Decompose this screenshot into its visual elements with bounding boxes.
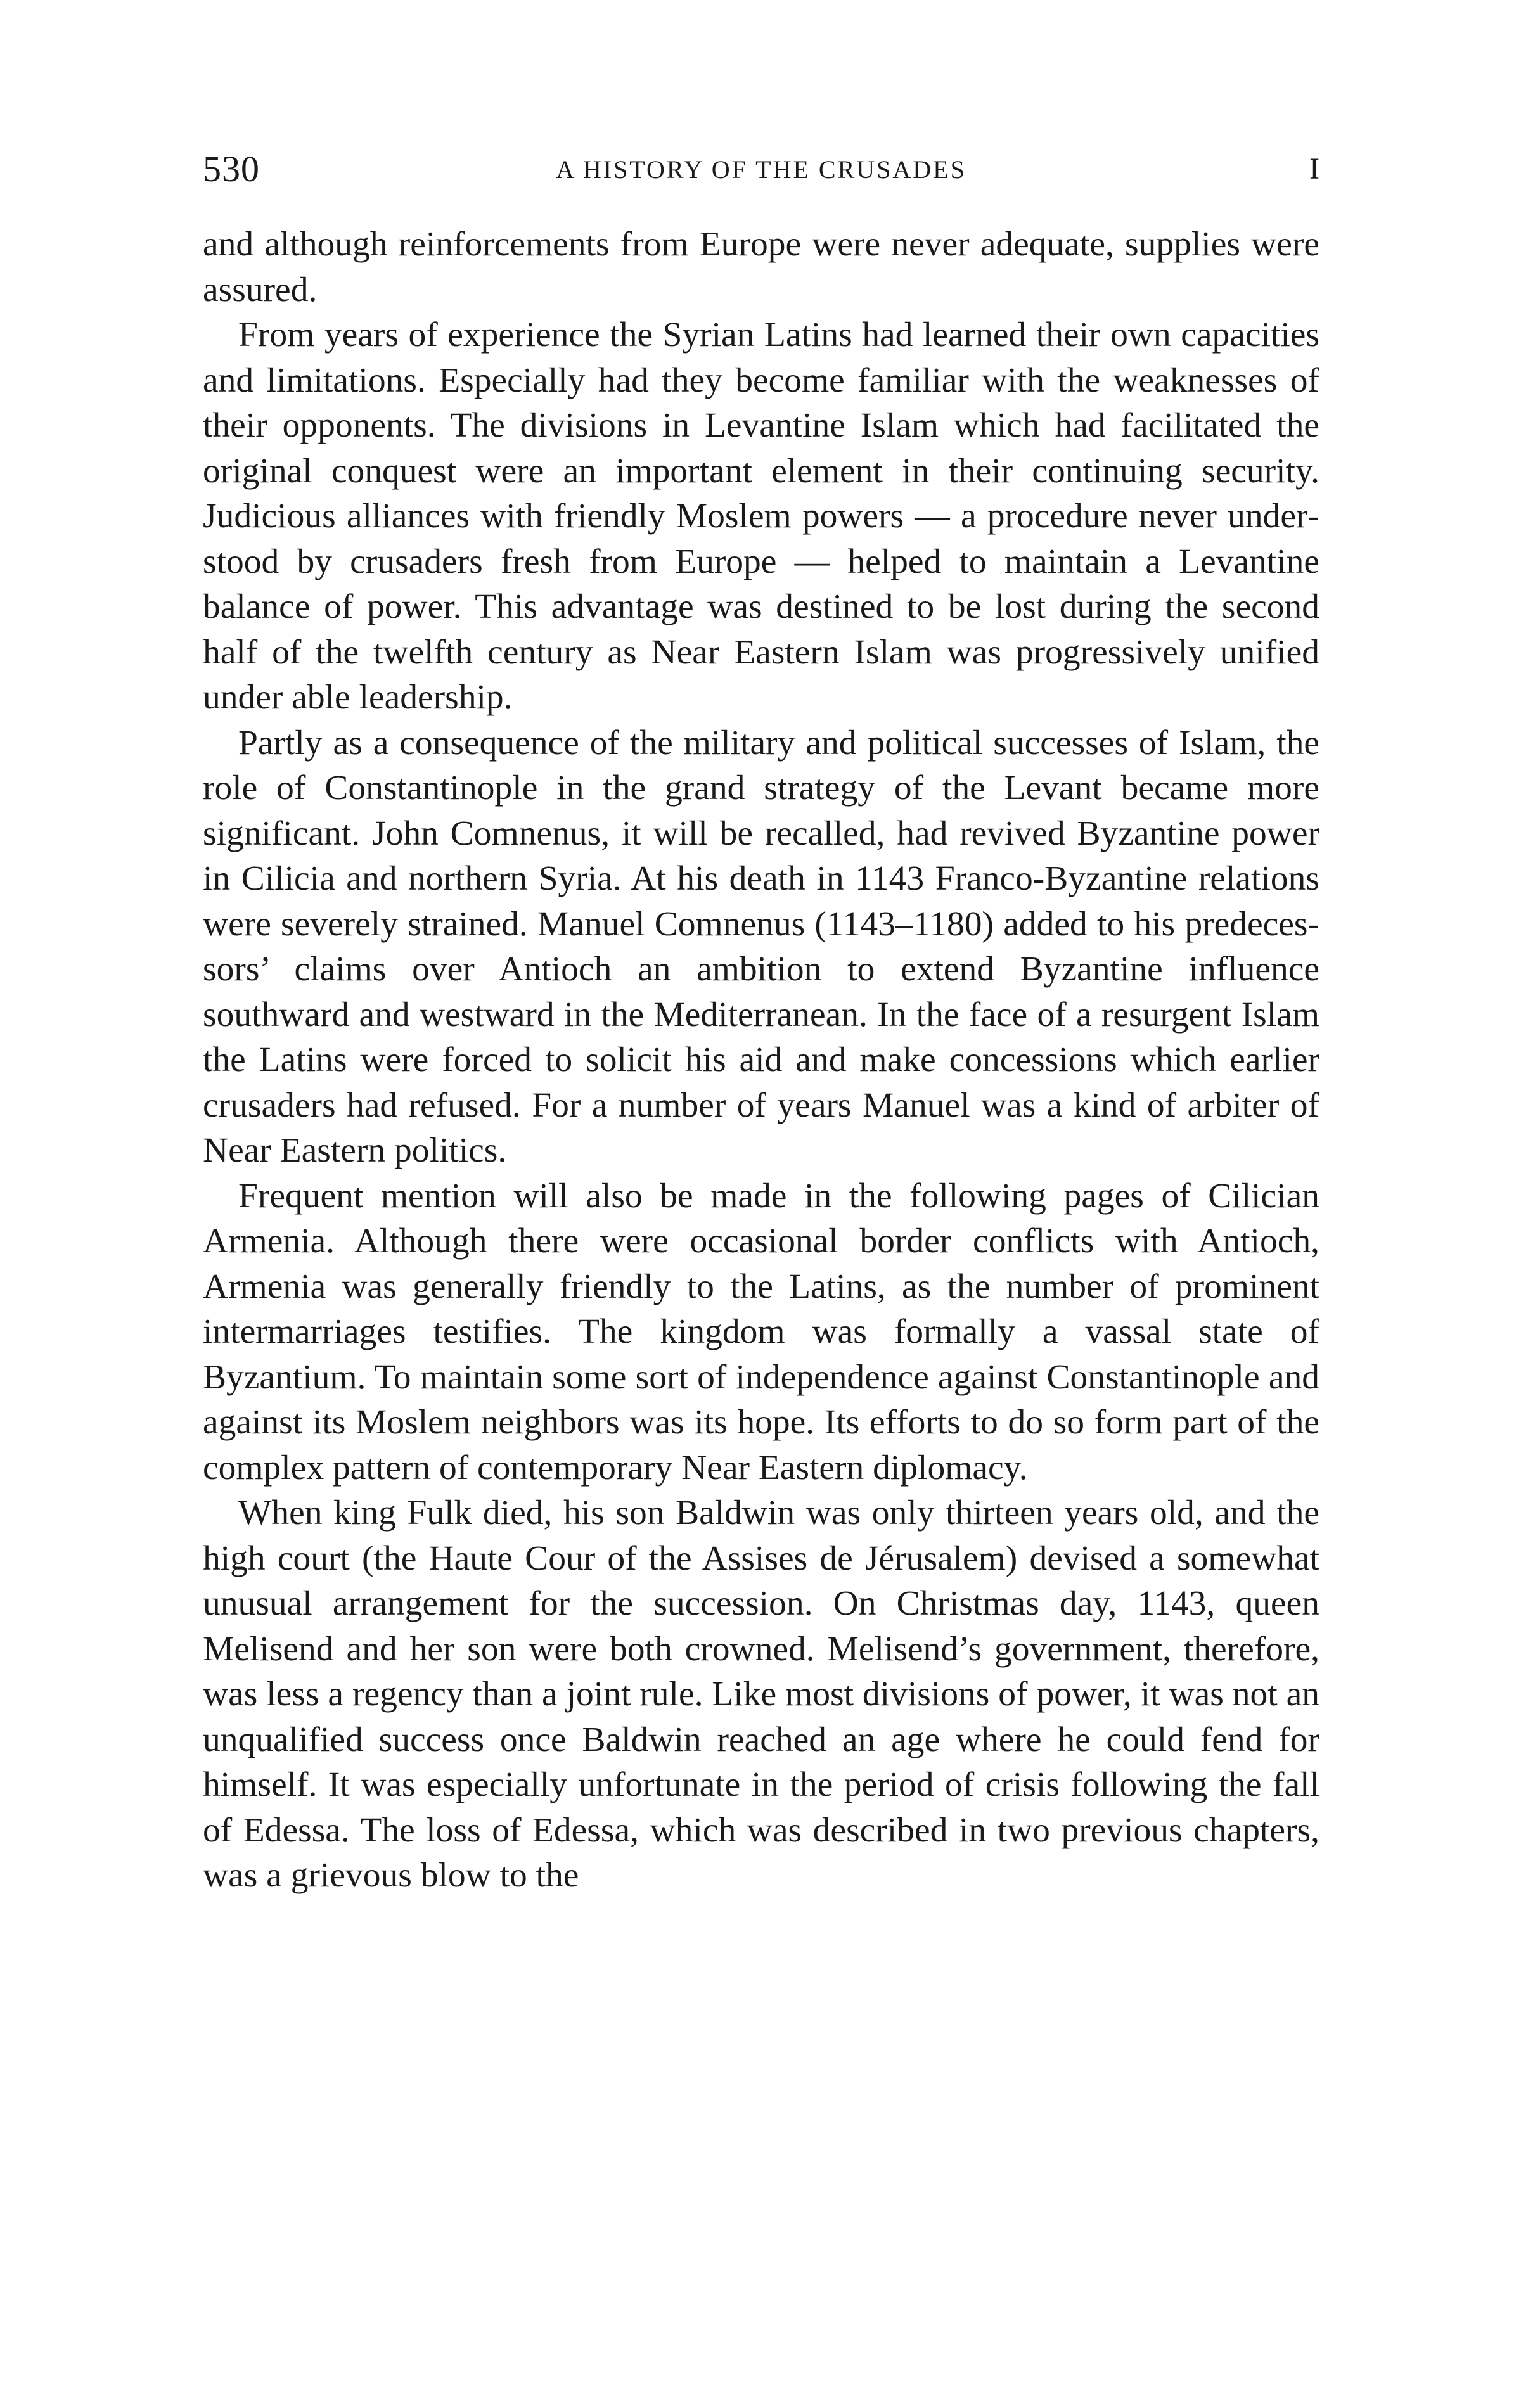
chapter-mark: I <box>1309 152 1319 186</box>
paragraph-cilician-armenia: Frequent mention will also be made in the following pages of Cilician Armenia. Although there were occasional border conflicts with Antioch, Armenia was generally friendly to the Latins, as the number of prominent intermarriages testifies. The kingdom was formally a vassal state of Byzantium. To maintain some sort of independence against Constantinople and against its Moslem neighbors was its hope. Its efforts to do so form part of the complex pattern of contemporary Near Eastern diplomacy. <box>203 1176 1319 1487</box>
body-text <box>203 222 1319 1899</box>
paragraph-king-fulk: When king Fulk died, his son Baldwin was only thirteen years old, and the high court (the Haute Cour of the Assises de Jérusalem) devised a somewhat unusual arrangement for the succession. On Christmas day, 1143, queen Melisend and her son were both crowned. Melisend’s government, therefore, was less a regency than a joint rule. Like most divisions of power, it was not an unqualified success once Baldwin reached an age where he could fend for himself. It was especially unfortunate in the period of crisis following the fall of Edessa. The loss of Edessa, which was described in two previous chapters, was a grievous blow to the <box>203 1494 1319 1895</box>
paragraph-syrian-latins: From years of experience the Syrian Latins had learned their own capacities and limitations. Especially had they become familiar with the weaknesses of their opponents. The divisions in Levantine Islam which had facilitated the original conquest were an important element in their continuing security. Judicious alliances with friendly Moslem powers — a procedure never understood by crusaders fresh from Europe — helped to maintain a Levantine balance of power. This advantage was destined to be lost during the second half of the twelfth century as Near Eastern Islam was progressively unified under able leadership. <box>203 316 1319 717</box>
running-title: A HISTORY OF THE CRUSADES <box>556 155 966 184</box>
paragraph-constantinople: Partly as a consequence of the military and political successes of Islam, the role of Constantinople in the grand strategy of the Levant became more significant. John Comnenus, it will be recalled, had revived Byzantine power in Cilicia and northern Syria. At his death in 1143 Franco-Byzantine relations were severely strained. Manuel Comnenus (1143–1180) added to his predecessors’ claims over Antioch an ambition to extend Byzantine influence southward and westward in the Mediterranean. In the face of a resurgent Islam the Latins were forced to solicit his aid and make concessions which earlier crusaders had refused. For a number of years Manuel was a kind of arbiter of Near Eastern politics. <box>203 723 1319 1170</box>
page-number: 530 <box>203 148 260 189</box>
running-head <box>203 147 1319 191</box>
paragraph-continuation: and although reinforcements from Europe were never adequate, supplies were assured. <box>203 225 1319 309</box>
